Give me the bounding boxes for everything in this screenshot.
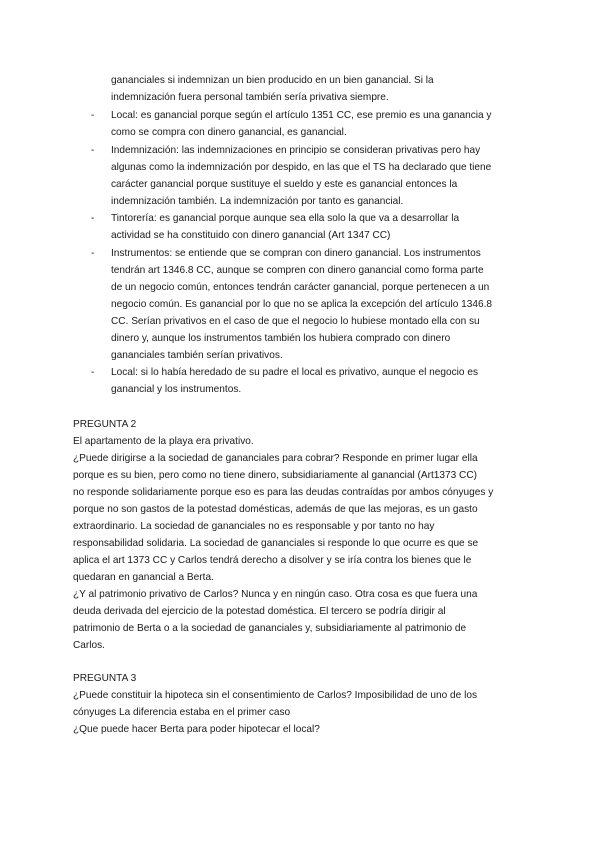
bullet-3-line-1: actividad se ha constituido con dinero ganancial (Art 1347 CC) bbox=[111, 230, 391, 241]
paragraph-line: Carlos. bbox=[73, 640, 105, 651]
bullet-4-line-6: gananciales también serían privativos. bbox=[111, 350, 283, 361]
paragraph-line: porque es su bien, pero como no tiene dinero, subsidiariamente al ganancial (Art1373 CC) bbox=[73, 470, 477, 481]
paragraph-line: ¿Puede constituir la hipoteca sin el consentimiento de Carlos? Imposibilidad de uno de los bbox=[73, 690, 477, 701]
paragraph-line: cónyuges La diferencia estaba en el primer caso bbox=[73, 707, 291, 718]
bullet-2-line-1: algunas como la indemnización por despido, en las que el TS ha declarado que tiene bbox=[111, 162, 492, 173]
paragraph-line: El apartamento de la playa era privativo. bbox=[73, 436, 254, 447]
bullet-4-line-3: negocio común. Es ganancial por lo que no se aplica la excepción del artículo 1346.8 bbox=[111, 299, 493, 310]
paragraph-line: responsabilidad solidaria. La sociedad de gananciales si responde lo que ocurre es que se bbox=[73, 538, 479, 549]
bullet-4-line-4: CC. Serían privativos en el caso de que el negocio lo hubiese montado ella con su bbox=[111, 316, 480, 327]
bullet-dash: - bbox=[91, 110, 95, 121]
paragraph-line: ¿Que puede hacer Berta para poder hipotecar el local? bbox=[73, 724, 320, 735]
bullet-4-line-0: Instrumentos: se entiende que se compran con dinero ganancial. Los instrumentos bbox=[111, 248, 481, 259]
section-heading: PREGUNTA 3 bbox=[73, 673, 137, 684]
bullet-2-line-2: carácter ganancial porque sustituye el sueldo y este es ganancial entonces la bbox=[111, 179, 458, 190]
bullet-3-line-0: Tintorería: es ganancial porque aunque sea ella solo la que va a desarrollar la bbox=[111, 213, 460, 224]
bullet-4-line-5: dinero y, aunque los instrumentos también los hubiera comprado con dinero bbox=[111, 333, 451, 344]
bullet-4-line-1: tendrán art 1346.8 CC, aunque se compren con dinero ganancial como forma parte bbox=[111, 265, 484, 276]
bullet-5-line-0: Local: si lo había heredado de su padre el local es privativo, aunque el negocio es bbox=[111, 367, 478, 378]
bullet-2-line-0: Indemnización: las indemnizaciones en principio se consideran privativas pero hay bbox=[111, 145, 481, 156]
bullet-5-line-1: ganancial y los instrumentos. bbox=[111, 384, 242, 395]
paragraph-line: porque no son gastos de la potestad domésticas, además de que las mejoras, es un gasto bbox=[73, 504, 478, 515]
paragraph-line: quedaran en ganancial a Berta. bbox=[73, 572, 214, 583]
paragraph-line: patrimonio de Berta o a la sociedad de gananciales y, subsidiariamente al patrimonio de bbox=[73, 623, 467, 634]
bullet-0-line-1: indemnización fuera personal también sería privativa siempre. bbox=[111, 92, 389, 103]
paragraph-line: ¿Y al patrimonio privativo de Carlos? Nunca y en ningún caso. Otra cosa es que fuera una bbox=[73, 589, 478, 600]
paragraph-line: ¿Puede dirigirse a la sociedad de gananciales para cobrar? Responde en primer lugar ella bbox=[73, 453, 478, 464]
bullet-1-line-1: como se compra con dinero ganancial, es ganancial. bbox=[111, 127, 347, 138]
bullet-dash: - bbox=[91, 213, 95, 224]
bullet-dash: - bbox=[91, 145, 95, 156]
bullet-0-line-0: gananciales si indemnizan un bien producido en un bien ganancial. Si la bbox=[111, 75, 434, 86]
paragraph-line: no responde solidariamente porque eso es para las deudas contraídas por ambos cónyuges y bbox=[73, 487, 494, 498]
paragraph-line: extraordinario. La sociedad de gananciales no es responsable y por tanto no hay bbox=[73, 521, 435, 532]
paragraph-line: deuda derivada del ejercicio de la potestad doméstica. El tercero se podría dirigir al bbox=[73, 606, 446, 617]
paragraph-line: aplica el art 1373 CC y Carlos tendrá derecho a disolver y se iría contra los bienes que le bbox=[73, 555, 472, 566]
bullet-dash: - bbox=[91, 367, 95, 378]
bullet-4-line-2: de un negocio común, entonces tendrán carácter ganancial, porque pertenecen a un bbox=[111, 282, 490, 293]
bullet-1-line-0: Local: es ganancial porque según el artículo 1351 CC, ese premio es una ganancia y bbox=[111, 110, 492, 121]
bullet-2-line-3: indemnización también. La indemnización por tanto es ganancial. bbox=[111, 196, 404, 207]
section-heading: PREGUNTA 2 bbox=[73, 419, 137, 430]
bullet-dash: - bbox=[91, 248, 95, 259]
